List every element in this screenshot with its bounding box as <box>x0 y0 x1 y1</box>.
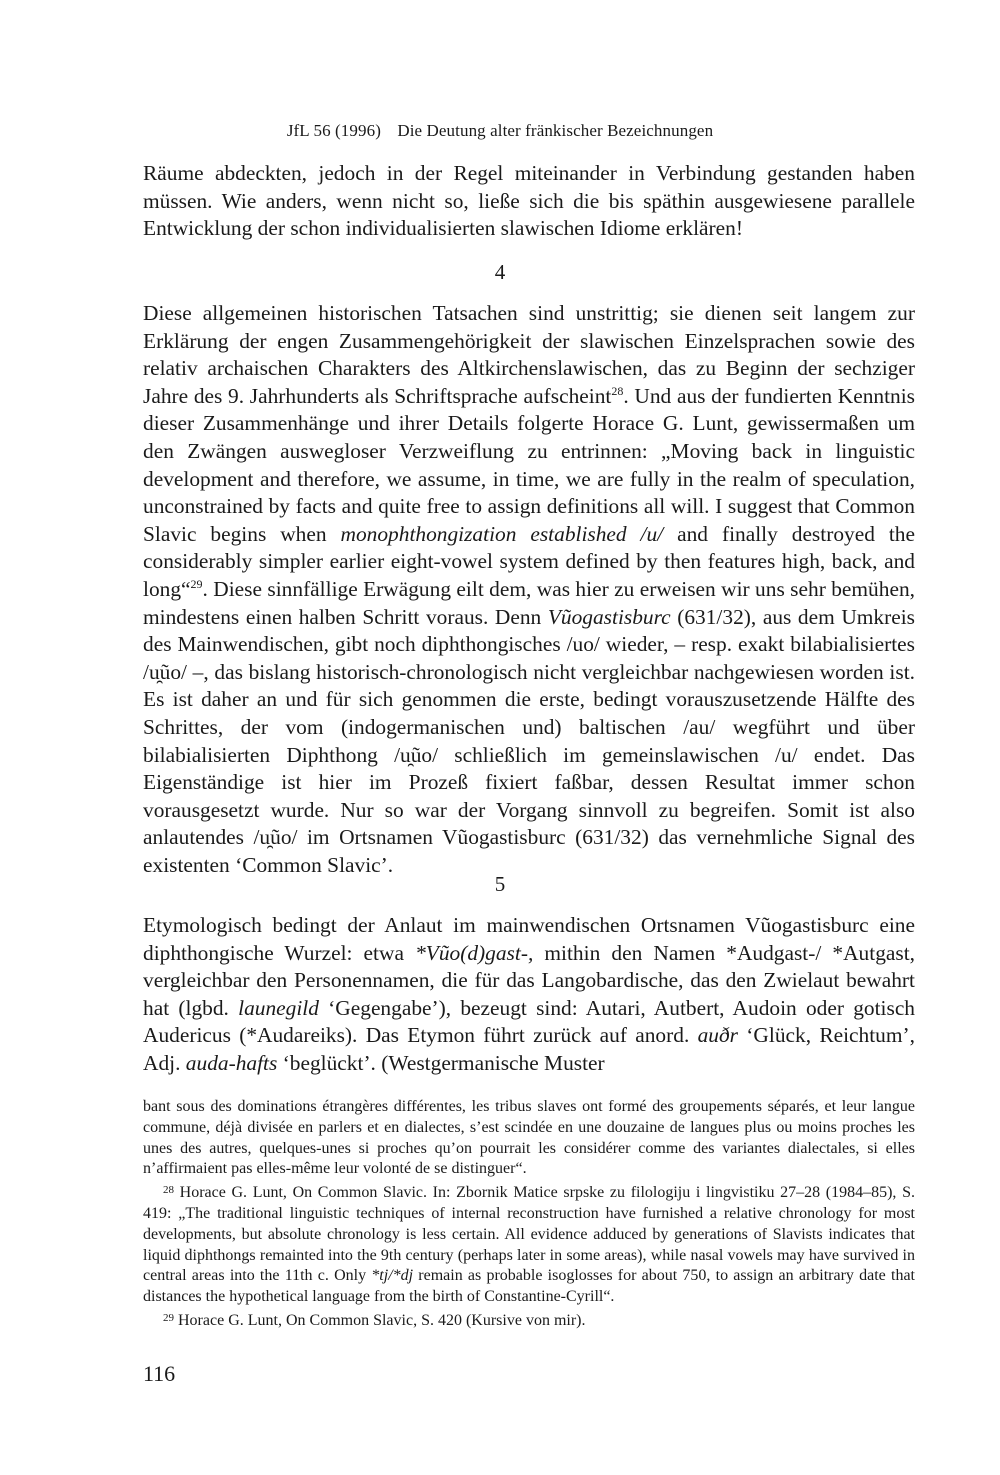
italic-run: *Vũo(d)gast-, <box>415 940 534 965</box>
text-run: and finally destroyed the considerably simpler earlier eight-vowel system defined by then features high, back, and long“ <box>143 521 915 601</box>
text-run: mithin den Namen *Audgast-/ *Autgast, vergleichbar den Personennamen, die für das Langobardische, das den Zwielaut bewahrt hat (lgbd. <box>143 940 915 1020</box>
footnote-text: Horace G. Lunt, On Common Slavic, S. 420 (Kursive von mir). <box>174 1311 586 1329</box>
italic-run: *tj/*dj <box>371 1267 414 1285</box>
section-4-paragraph <box>143 300 915 879</box>
footnote-ref-29[interactable]: 29 <box>190 576 203 591</box>
italic-run: Vũogastisburc <box>547 604 671 629</box>
text-run: . Und aus der fundierten Kenntnis dieser Zusammenhänge und ihrer Details folgerte Horace G. Lunt, gewissermaßen um den Zwängen auswegloser Verzweiflung zu entrinnen: „Moving back in linguistic development and therefore, we assume, in time, we are fully in the realm of speculation, unconstrained by facts and quite free to assign definitions all will. I suggest that Common Slavic begins when <box>143 383 915 546</box>
italic-run: auda-hafts <box>185 1050 278 1075</box>
paragraph-text <box>143 912 915 1078</box>
running-head <box>0 121 1000 141</box>
text-run: ‘beglückt’. (Westgermanische Muster <box>277 1050 605 1075</box>
running-title: Die Deutung alter fränkischer Bezeichnungen <box>397 121 714 140</box>
footnote-28 <box>143 1180 915 1308</box>
text-run: Etymologisch bedingt der Anlaut im mainwendischen Ortsnamen Vũogastisburc eine diphthongische Wurzel: etwa <box>143 913 915 965</box>
section-number-5: 5 <box>494 872 506 896</box>
footnote-mark-29: 29 <box>163 1311 174 1324</box>
text-run: . Diese sinnfällige Erwägung eilt dem, was hier zu erweisen wir uns sehr bemühen, mindestens einen halben Schritt voraus. Denn <box>143 576 915 629</box>
journal-reference: JfL 56 (1996) <box>286 121 381 140</box>
italic-run: auðr <box>697 1023 739 1048</box>
paragraph-text <box>143 300 915 879</box>
footnote-text: remain as probable isoglosses for about 750, to assign an arbitrary date that distances the hypothetical language from the birth of Constantine-Cyrill“. <box>143 1267 915 1306</box>
paragraph-text: Räume abdeckten, jedoch in der Regel miteinander in Verbindung gestanden haben müssen. Wie anders, wenn nicht so, ließe sich die bis späthin ausgewiesene parallele Entwicklung der schon individualisierten slawischen Idiome erklären! <box>143 161 915 241</box>
page-number: 116 <box>143 1361 176 1386</box>
footnote-ref-28[interactable]: 28 <box>611 383 624 398</box>
text-run: Diese allgemeinen historischen Tatsachen sind unstrittig; sie dienen seit langem zur Erklärung der engen Zusammengehörigkeit der slawischen Einzelsprachen sowie des relativ archaischen Charakters des Altkirchenslawischen, das zu Beginn der sechziger Jahre des 9. Jahrhunderts als Schriftsprache aufscheint <box>143 301 915 408</box>
section-5-paragraph <box>143 912 915 1078</box>
paragraph-continuation <box>143 160 915 243</box>
footnote-text: Horace G. Lunt, On Common Slavic. In: Zbornik Matice srpske zu filologiju i lingvistiku 27–28 (1984–85), S. 419: „The traditional linguistic techniques of internal reconstruction have furnished a relative chronology for most developments, but absolute chronology is less certain. All evidence adduced by generations of Slavists indicates that liquid diphthongs remainted into the 9th century (perhaps later in some areas), while nasal vowels may have survived in central areas into the 11th c. Only <box>143 1184 915 1285</box>
text-run: ‘Gegengabe’), bezeugt sind: Autari, Autbert, Audoin oder gotisch Audericus (*Audareiks). Das Etymon führt zurück auf anord. <box>143 995 916 1048</box>
footnote-mark-28: 28 <box>163 1184 174 1197</box>
italic-run: monophthongization established /u/ <box>340 521 664 546</box>
text-run: (631/32), aus dem Umkreis des Mainwendischen, gibt noch diphthongisches /uo/ wieder, – resp. exakt bilabialisiertes /u̯ũo/ –, das bislang historisch-chronologisch nicht vergleichbar nachgewiesen worden ist. Es ist daher an und für sich genommen die erste, bedingt vorauszusetzende Hälfte des Schrittes, der vom (indogermanischen und) baltischen /au/ wegführt und über bilabialisierten Diphthong /u̯ũo/ schließlich im gemeinslawischen /u/ endet. Das Eigenständige ist hier im Prozeß fixiert faßbar, dessen Resultat immer schon vorausgesetzt wurde. Nur so war der Vorgang sinnvoll zu begreifen. Somit ist also anlautendes /u̯ũo/ im Ortsnamen Vũogastisburc (631/32) das vernehmliche Signal des existenten ‘Common Slavic’. <box>143 604 915 877</box>
section-number-4: 4 <box>494 260 506 284</box>
footnote-29 <box>143 1308 915 1332</box>
footnote-continuation: bant sous des dominations étrangères différentes, les tribus slaves ont formé des groupements séparés, et leur langue commune, déjà divisée en parlers et en dialectes, s’est scindée en une douzaine de langues plus ou moins proches les unes des autres, quelques-unes si proches qu’on pourrait les considérer comme des variantes dialectales, si elles n’affirmaient pas elles-même leur volonté de se distinguer“. <box>143 1098 915 1178</box>
text-run: ‘Glück, Reichtum’, Adj. <box>143 1023 915 1075</box>
footnotes <box>143 1097 915 1332</box>
italic-run: launegild <box>238 995 319 1020</box>
